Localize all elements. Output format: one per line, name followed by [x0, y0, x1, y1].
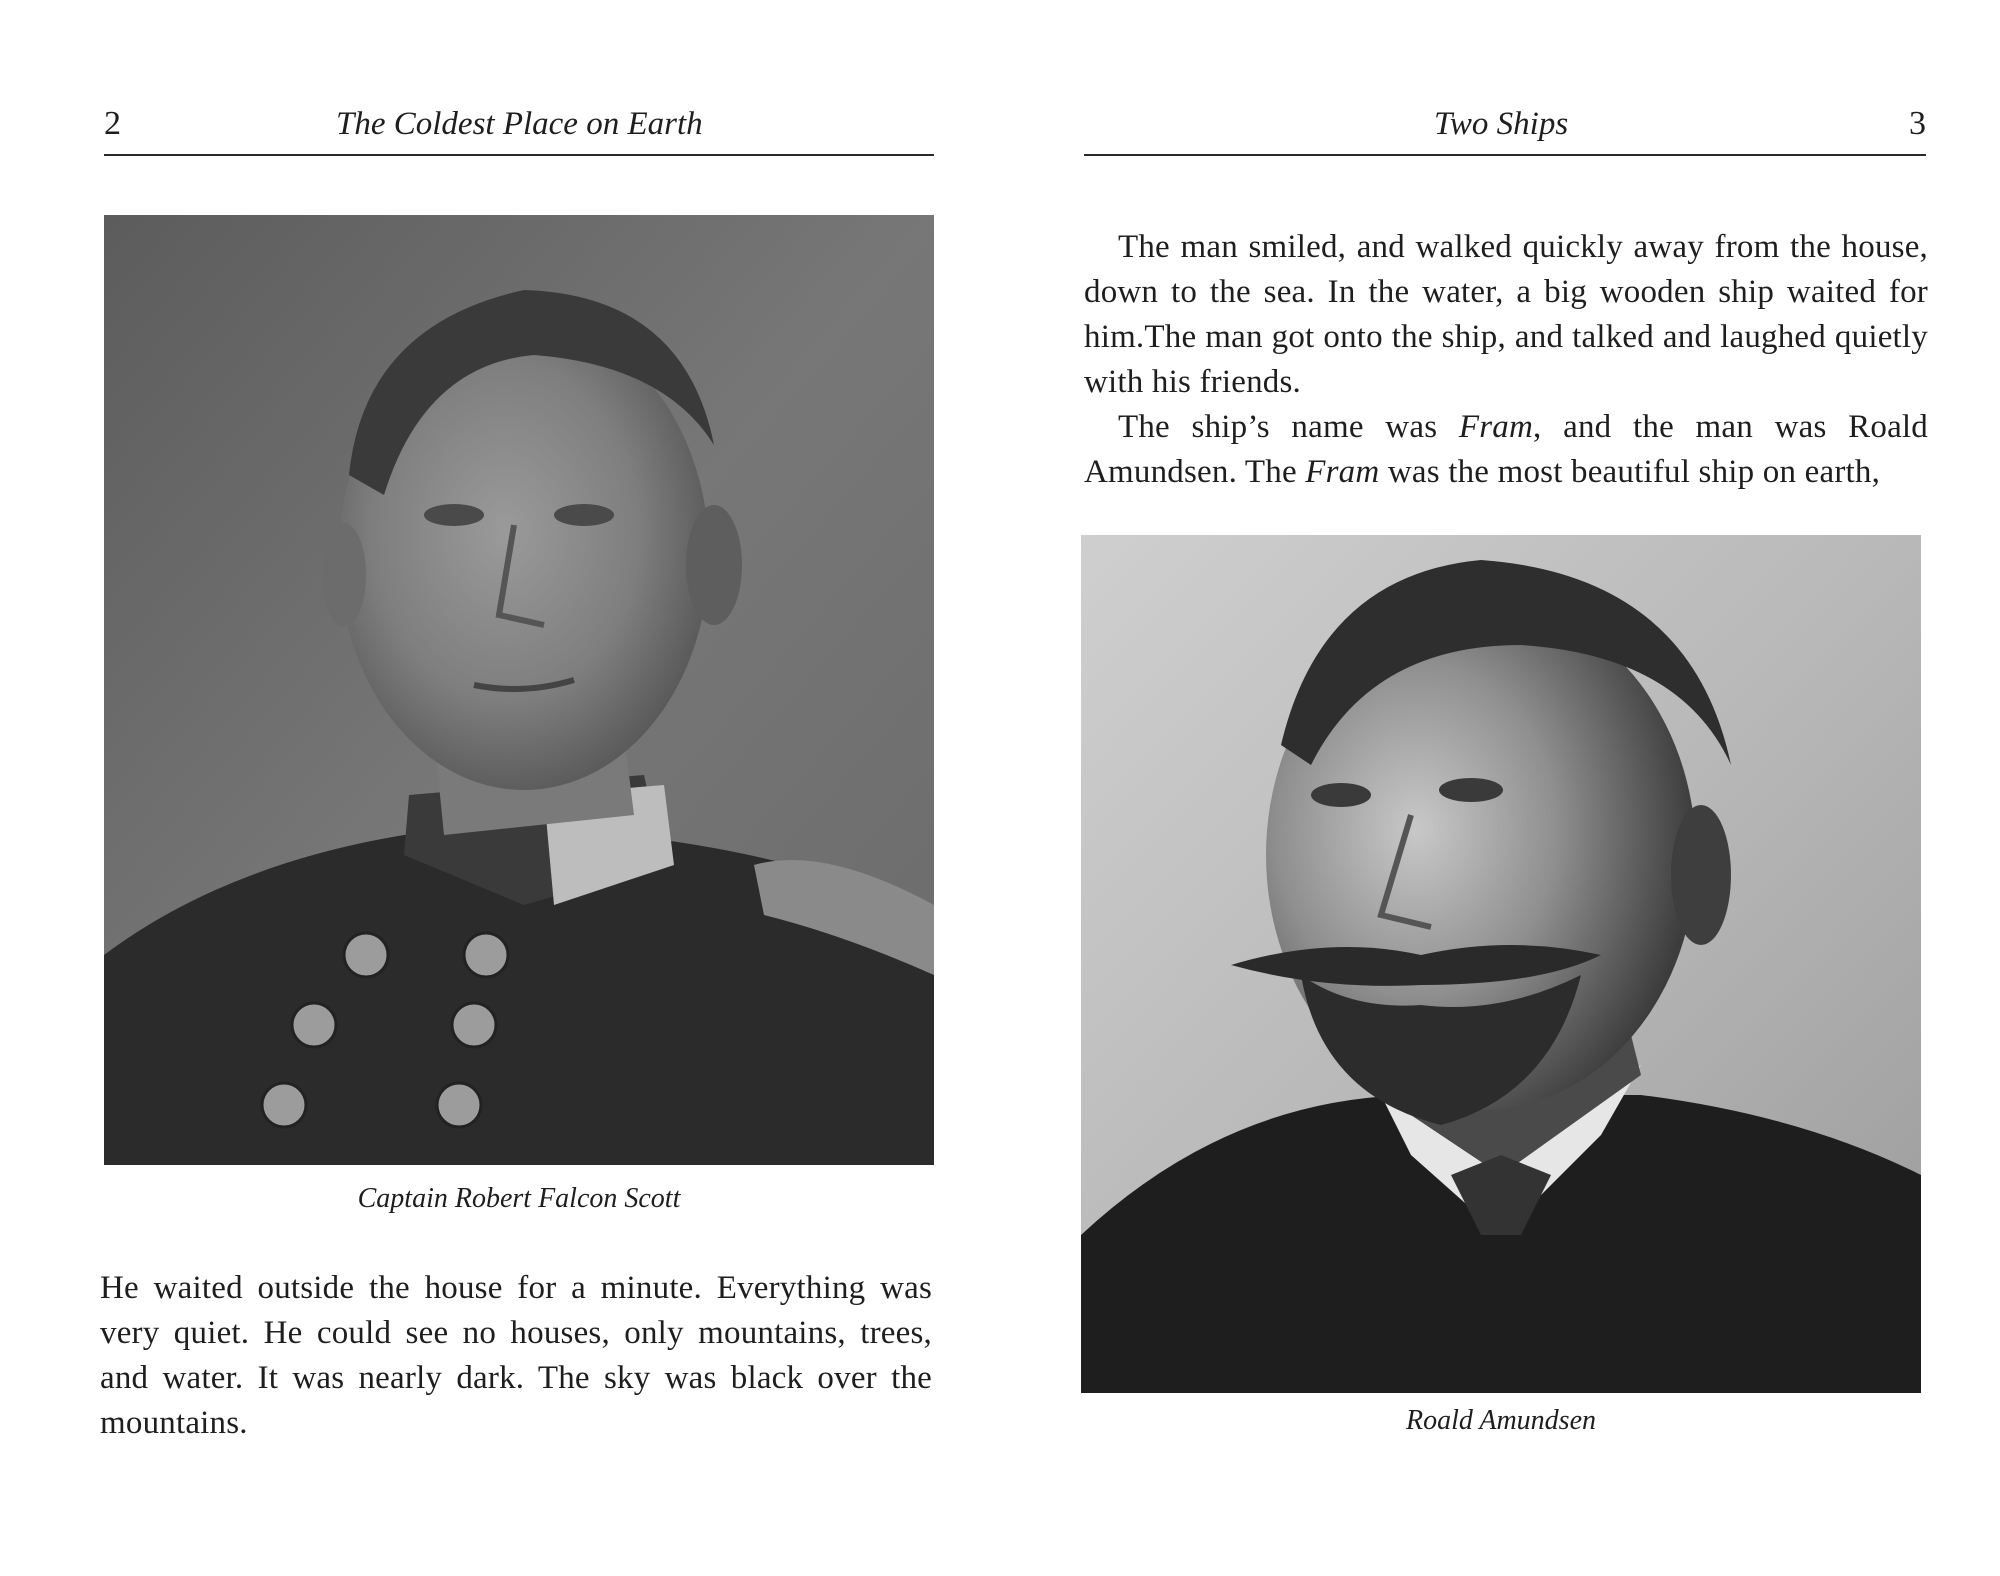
ship-name-fram-2: Fram [1305, 454, 1380, 490]
page-number-right: 3 [1909, 105, 1926, 142]
ship-name-fram-1: Fram [1458, 409, 1534, 445]
right-paragraph-1: The man smiled, and walked quickly away from the house, down to the sea. In the water, a big wooden ship waited for him.The man got onto the ship, and talked and laughed quietly with his friends. [1084, 229, 1928, 400]
paragraph-2-text-e: was the most beautiful ship on earth, [1379, 454, 1881, 490]
left-paragraph: He waited outside the house for a minute. Everything was very quiet. He could see no houses, only mountains, trees, and water. It was nearly dark. The sky was black over the mountains. [100, 1270, 932, 1441]
right-running-head [1084, 98, 1926, 156]
chapter-title-header: Two Ships [1434, 106, 1569, 142]
scott-portrait-image [104, 215, 934, 1165]
book-title-header: The Coldest Place on Earth [336, 106, 703, 142]
right-body-text [1084, 225, 1928, 495]
amundsen-portrait-image [1081, 535, 1921, 1393]
right-paragraph-2 [1084, 405, 1928, 495]
right-page [1000, 0, 2000, 1576]
scott-portrait-photo [104, 215, 934, 1165]
amundsen-photo-caption: Roald Amundsen [1405, 1405, 1597, 1436]
paragraph-2-text-a: The ship’s name was [1118, 409, 1459, 445]
page-number-left: 2 [104, 105, 121, 142]
amundsen-portrait-photo [1081, 535, 1921, 1393]
left-body-text [100, 1266, 932, 1446]
scott-photo-caption: Captain Robert Falcon Scott [357, 1183, 681, 1214]
paragraph-2-text-c: , and the man was Roald Amundsen. The [1084, 409, 1928, 490]
left-running-head [104, 98, 934, 156]
